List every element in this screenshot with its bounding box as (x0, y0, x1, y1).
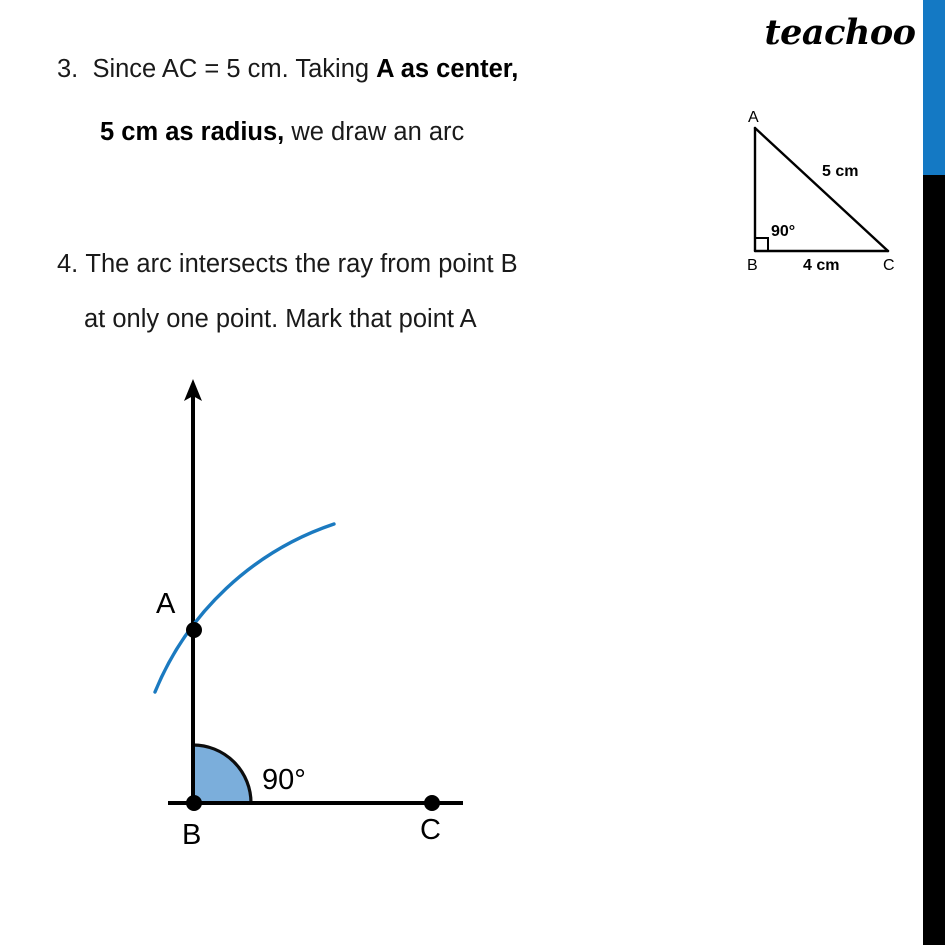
triangle-angle-label: 90° (771, 223, 796, 240)
teachoo-logo: teachoo (764, 12, 916, 53)
triangle-base-label: 4 cm (803, 257, 840, 274)
edge-strip-blue (923, 0, 945, 175)
right-angle-marker-icon (755, 238, 768, 251)
reference-triangle-figure (730, 100, 915, 285)
step-3-text-bold: A as center, (376, 55, 519, 83)
triangle-hypotenuse-label: 5 cm (822, 163, 859, 180)
step-4-text-2: at only one point. Mark that point A (84, 305, 477, 333)
step-3-radius-plain: we draw an arc (284, 118, 465, 146)
triangle-vertex-label-C: C (883, 257, 895, 274)
construction-angle-label: 90° (262, 764, 306, 796)
step-3-line-2 (100, 118, 464, 147)
step-4-line-2 (84, 305, 477, 334)
point-marker-A (186, 622, 202, 638)
step-3-radius-bold: 5 cm as radius, (100, 118, 285, 146)
step-4-text-1: The arc intersects the ray from point B (85, 250, 518, 278)
construction-label-C: C (420, 814, 441, 846)
step-3-number: 3. (57, 55, 79, 83)
construction-label-B: B (182, 819, 202, 851)
edge-strip-black (923, 175, 945, 945)
triangle-vertex-label-B: B (747, 257, 758, 274)
construction-label-A: A (156, 588, 176, 620)
construction-figure (120, 365, 500, 865)
step-4-number: 4. (57, 250, 79, 278)
point-marker-B (186, 795, 202, 811)
construction-arc (155, 524, 334, 692)
triangle-vertex-label-A: A (748, 109, 759, 126)
step-4-line-1 (57, 250, 518, 279)
point-marker-C (424, 795, 440, 811)
step-3-line-1 (57, 55, 518, 84)
step-3-text-plain: Since AC = 5 cm. Taking (92, 55, 377, 83)
